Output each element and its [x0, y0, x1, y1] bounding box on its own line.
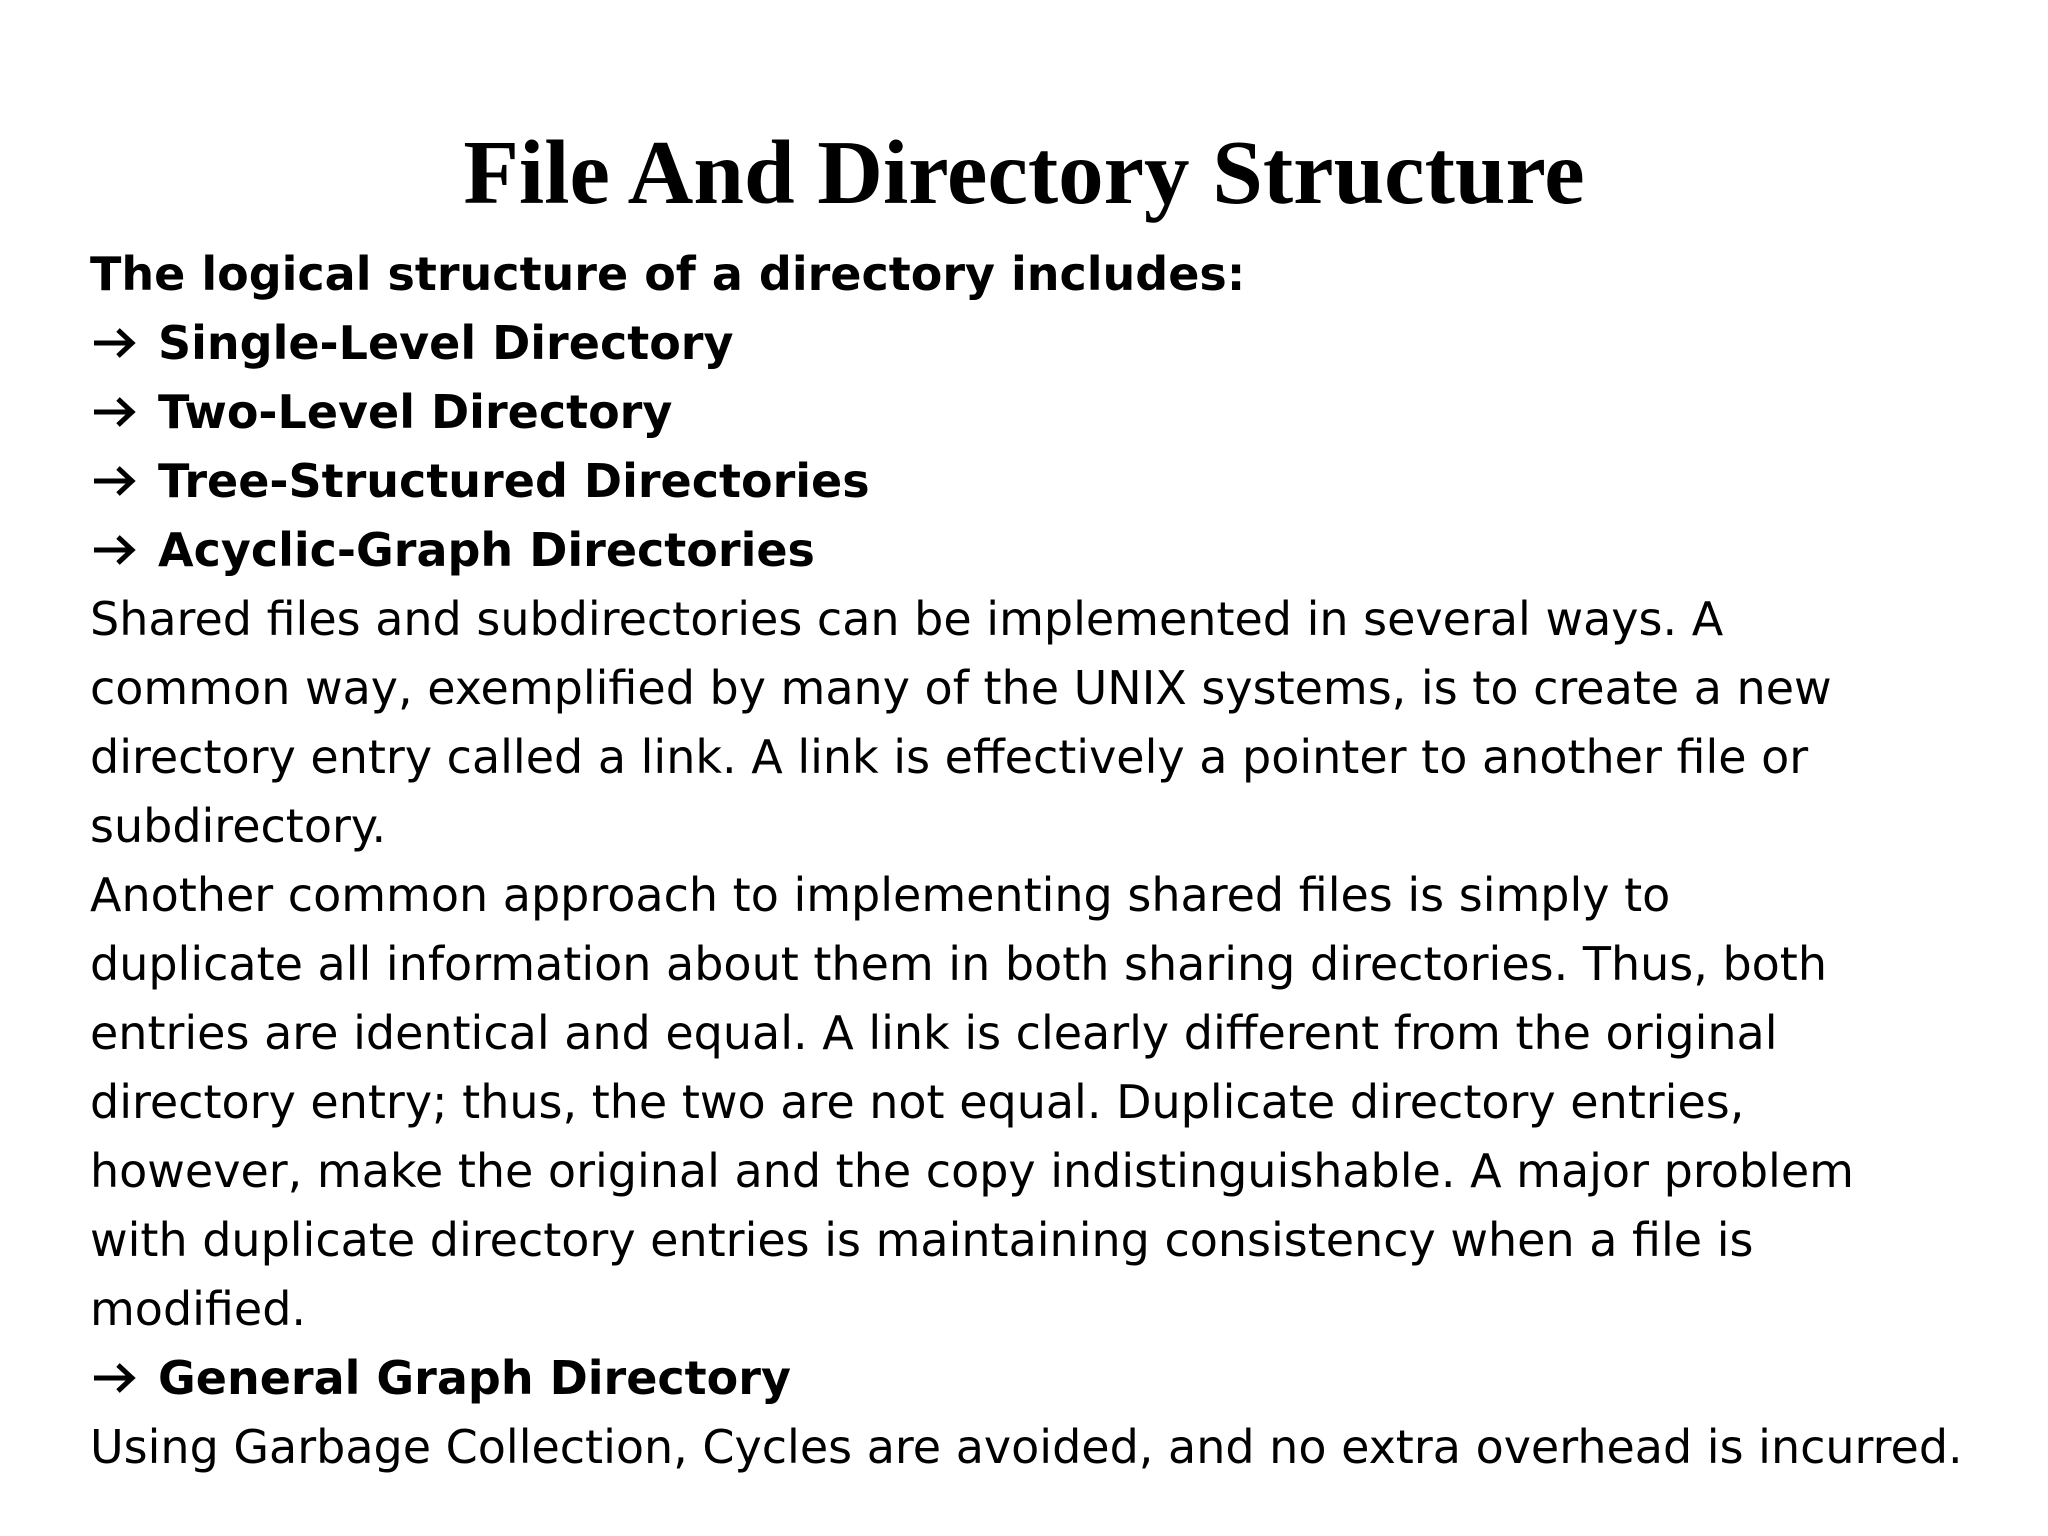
paragraph-duplicate-entries: [90, 861, 2010, 1344]
paragraph-line: subdirectory.: [90, 799, 387, 853]
paragraph-line: directory entry called a link. A link is effectively a pointer to another file or: [90, 730, 1809, 784]
paragraph-line: directory entry; thus, the two are not equal. Duplicate directory entries,: [90, 1075, 1745, 1129]
bullet-item: [90, 447, 2010, 516]
paragraph-line: however, make the original and the copy indistinguishable. A major problem: [90, 1144, 1854, 1198]
paragraph-line: with duplicate directory entries is maintaining consistency when a file is: [90, 1213, 1754, 1267]
paragraph-shared-files: [90, 585, 2010, 861]
bullet-item: [90, 516, 2010, 585]
arrow-right-icon: [90, 1344, 146, 1413]
paragraph-line: entries are identical and equal. A link is clearly different from the original: [90, 1006, 1778, 1060]
bullet-label: Acyclic-Graph Directories: [158, 523, 815, 577]
bullet-item: [90, 378, 2010, 447]
paragraph-line: common way, exemplified by many of the UNIX systems, is to create a new: [90, 661, 1832, 715]
page-title: File And Directory Structure: [463, 122, 1585, 223]
paragraph-line: modified.: [90, 1282, 307, 1336]
arrow-right-icon: [90, 309, 146, 378]
bullet-label: General Graph Directory: [158, 1351, 791, 1405]
bullet-item: [90, 309, 2010, 378]
slide-content: [90, 240, 2010, 1482]
paragraph-line: duplicate all information about them in both sharing directories. Thus, both: [90, 937, 1827, 991]
arrow-right-icon: [90, 447, 146, 516]
bullet-label: Two-Level Directory: [158, 385, 673, 439]
arrow-right-icon: [90, 378, 146, 447]
bullet-label: Single-Level Directory: [158, 316, 734, 370]
bullet-label: Tree-Structured Directories: [158, 454, 870, 508]
closing-text: Using Garbage Collection, Cycles are avoided, and no extra overhead is incurred.: [90, 1420, 1963, 1474]
intro-text: The logical structure of a directory includes:: [90, 247, 1246, 301]
paragraph-line: Shared files and subdirectories can be implemented in several ways. A: [90, 592, 1724, 646]
arrow-right-icon: [90, 516, 146, 585]
paragraph-line: Another common approach to implementing shared files is simply to: [90, 868, 1671, 922]
bullet-item: [90, 1344, 2010, 1413]
